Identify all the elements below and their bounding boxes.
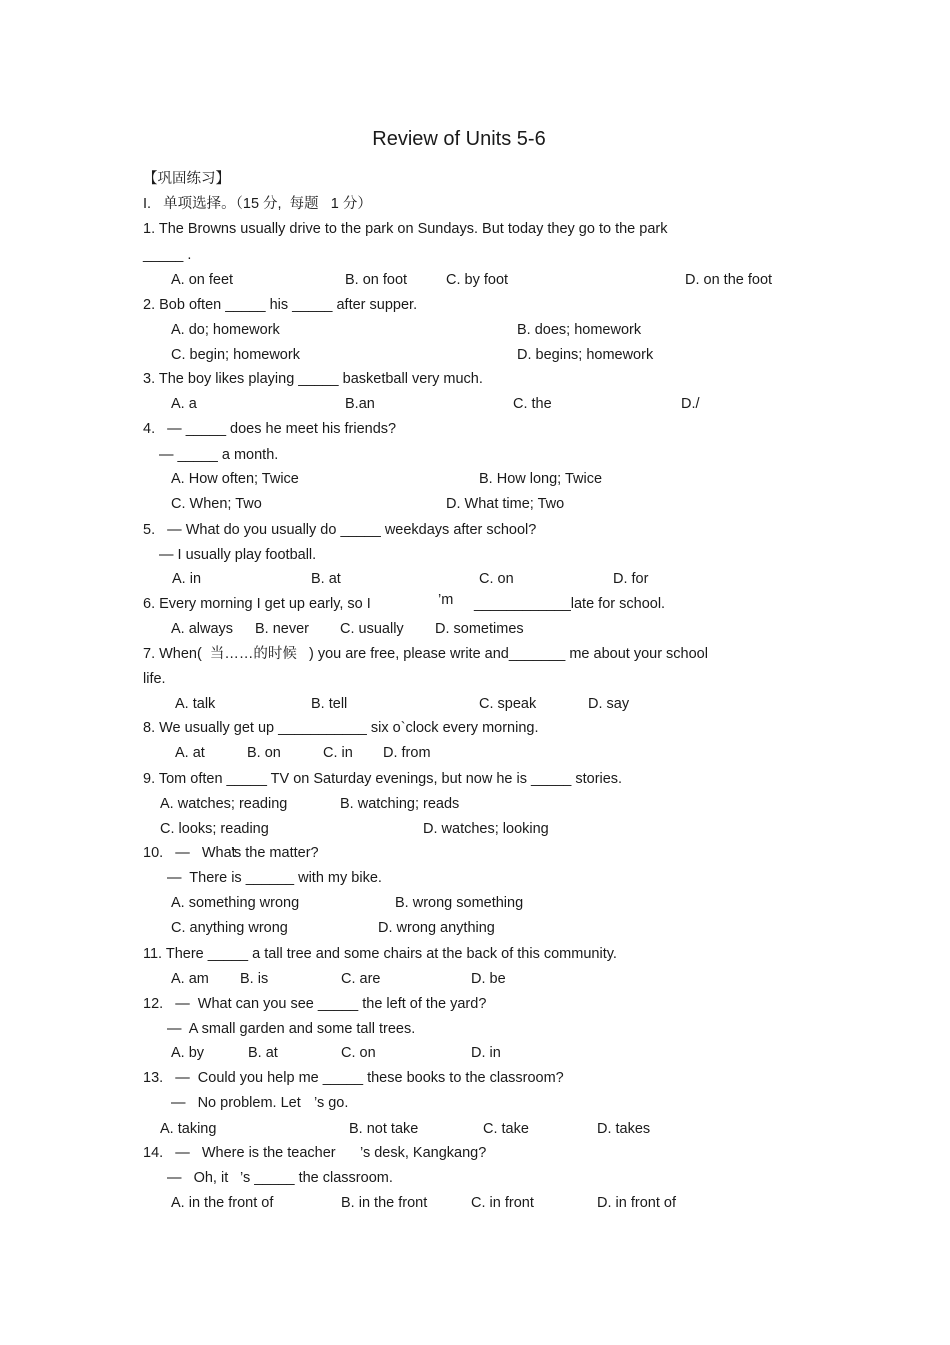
option-b: B. tell xyxy=(311,696,348,712)
question-stem: 4. — _____ does he meet his friends? xyxy=(143,421,397,437)
option-d: D. be xyxy=(471,971,506,987)
question-stem: 1. The Browns usually drive to the park on Sundays. But today they go to the park xyxy=(143,221,668,237)
option-d: D. sometimes xyxy=(435,621,524,637)
option-b: B.an xyxy=(345,396,375,412)
option-c: C. are xyxy=(341,971,381,987)
option-c: C. in xyxy=(323,745,353,761)
option-a: A. on feet xyxy=(171,272,234,288)
option-d: D. for xyxy=(613,571,649,587)
answer-line-fragment: ’s go. xyxy=(314,1095,349,1111)
option-c: C. speak xyxy=(479,696,537,712)
question-stem: 3. The boy likes playing _____ basketball very much. xyxy=(143,371,483,387)
option-b: B. not take xyxy=(349,1121,419,1137)
question-stem: 11. There _____ a tall tree and some chairs at the back of this community. xyxy=(143,946,617,962)
question-stem: 10. — What xyxy=(143,845,236,861)
question-stem-fragment: ’m xyxy=(438,592,454,608)
option-b: B. at xyxy=(248,1045,278,1061)
question-stem-continued: life. xyxy=(143,671,166,687)
option-d: D. say xyxy=(588,696,630,712)
option-d: D. in xyxy=(471,1045,501,1061)
option-b: B. on foot xyxy=(345,272,408,288)
question-stem: 2. Bob often _____ his _____ after supper. xyxy=(143,297,418,313)
option-d: D./ xyxy=(681,396,700,412)
option-c: C. usually xyxy=(340,621,404,637)
option-c: C. on xyxy=(479,571,514,587)
option-b: B. is xyxy=(240,971,269,987)
option-a: A. talk xyxy=(175,696,216,712)
option-c: C. anything wrong xyxy=(171,920,288,936)
section-label: 【巩固练习】 xyxy=(143,171,230,187)
option-b: B. wrong something xyxy=(395,895,524,911)
part-heading: I. 单项选择。（15 分, 每题 1 分） xyxy=(143,196,372,212)
option-d: D. from xyxy=(383,745,431,761)
question-stem-fragment: ____________late for school. xyxy=(474,596,666,612)
option-b: B. on xyxy=(247,745,281,761)
question-stem-fragment: ’s desk, Kangkang? xyxy=(360,1145,487,1161)
option-b: B. at xyxy=(311,571,341,587)
option-c: C. take xyxy=(483,1121,529,1137)
option-a: A. do; homework xyxy=(171,322,280,338)
answer-line: — Oh, it xyxy=(167,1170,229,1186)
question-stem: 12. — What can you see _____ the left of the yard? xyxy=(143,996,487,1012)
answer-line: — _____ a month. xyxy=(159,447,279,463)
option-a: A. How often; Twice xyxy=(171,471,299,487)
option-a: A. watches; reading xyxy=(160,796,288,812)
option-c: C. begin; homework xyxy=(171,347,300,363)
option-a: A. am xyxy=(171,971,209,987)
option-c: C. on xyxy=(341,1045,376,1061)
option-b: B. never xyxy=(255,621,309,637)
question-stem-fragment: ’s the matter? xyxy=(231,845,319,861)
option-a: A. a xyxy=(171,396,197,412)
option-d: D. on the foot xyxy=(685,272,773,288)
option-d: D. What time; Two xyxy=(446,496,565,512)
option-a: A. always xyxy=(171,621,234,637)
option-a: A. at xyxy=(175,745,205,761)
question-stem: 14. — Where is the teacher xyxy=(143,1145,336,1161)
option-c: C. by foot xyxy=(446,272,509,288)
option-c: C. in front xyxy=(471,1195,534,1211)
option-d: D. begins; homework xyxy=(517,347,654,363)
option-a: A. by xyxy=(171,1045,205,1061)
option-a: A. in the front of xyxy=(171,1195,274,1211)
option-b: B. How long; Twice xyxy=(479,471,603,487)
option-b: B. does; homework xyxy=(517,322,642,338)
option-a: A. taking xyxy=(160,1121,217,1137)
page-title: Review of Units 5-6 xyxy=(372,128,546,150)
option-c: C. looks; reading xyxy=(160,821,269,837)
option-d: D. watches; looking xyxy=(423,821,549,837)
answer-line-fragment: ’s _____ the classroom. xyxy=(240,1170,393,1186)
question-stem: 7. When( 当……的时候 ) you are free, please write and_______ me about your school xyxy=(143,646,708,662)
question-stem: 13. — Could you help me _____ these books to the classroom? xyxy=(143,1070,564,1086)
answer-line: — I usually play football. xyxy=(159,547,317,563)
answer-blank: _____ . xyxy=(143,247,192,263)
option-b: B. in the front xyxy=(341,1195,428,1211)
question-stem: 5. — What do you usually do _____ weekdays after school? xyxy=(143,522,537,538)
question-stem: 6. Every morning I get up early, so I xyxy=(143,596,371,612)
option-a: A. something wrong xyxy=(171,895,300,911)
option-b: B. watching; reads xyxy=(340,796,460,812)
answer-line: — No problem. Let xyxy=(171,1095,301,1111)
option-d: D. in front of xyxy=(597,1195,676,1211)
option-c: C. When; Two xyxy=(171,496,262,512)
option-d: D. wrong anything xyxy=(378,920,495,936)
question-stem: 9. Tom often _____ TV on Saturday evenings, but now he is _____ stories. xyxy=(143,771,623,787)
answer-line: — A small garden and some tall trees. xyxy=(167,1021,416,1037)
option-a: A. in xyxy=(172,571,202,587)
option-d: D. takes xyxy=(597,1121,651,1137)
option-c: C. the xyxy=(513,396,552,412)
question-stem: 8. We usually get up ___________ six o`clock every morning. xyxy=(143,720,539,736)
answer-line: — There is ______ with my bike. xyxy=(167,870,382,886)
